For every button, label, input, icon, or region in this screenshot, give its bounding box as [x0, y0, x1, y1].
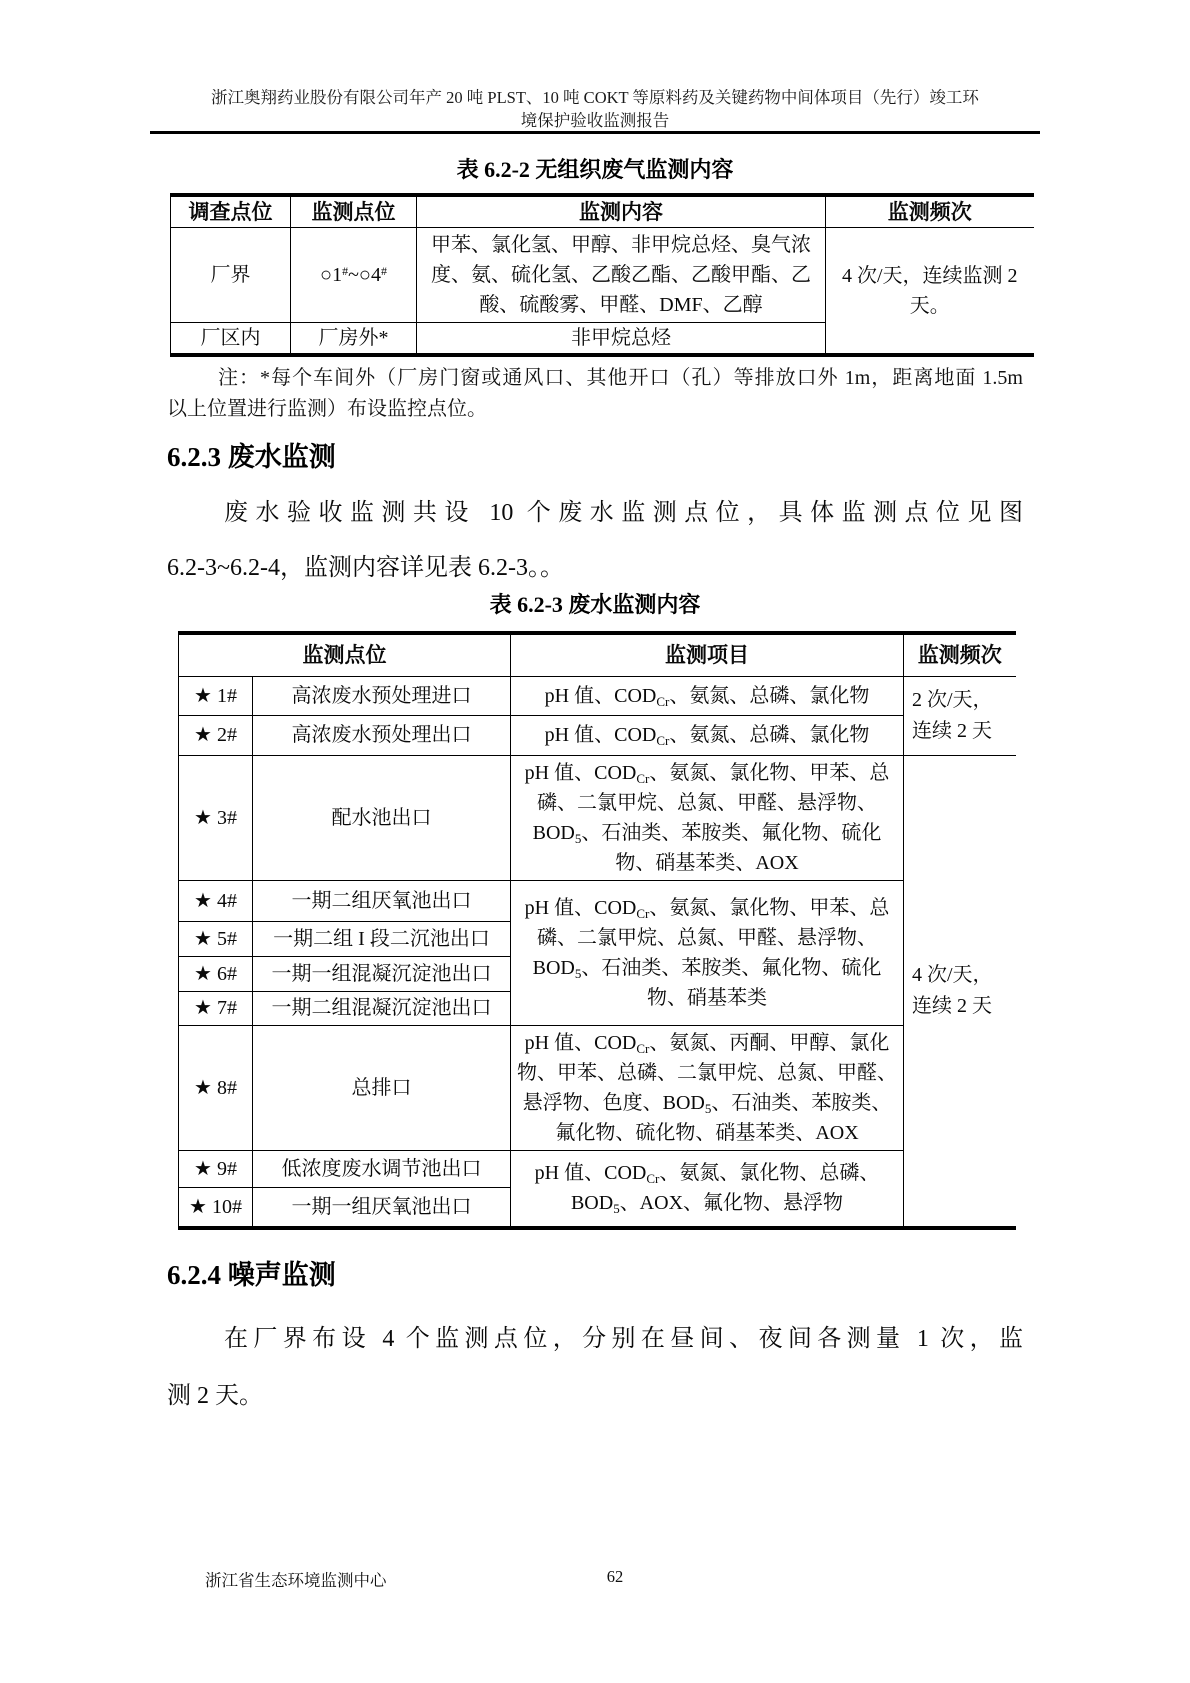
- col-header-monitor-point: 监测点位: [291, 195, 417, 228]
- frequency-cell: 2 次/天，连续 2 天: [904, 676, 1016, 755]
- table-row: [179, 1150, 1016, 1187]
- monitor-point-cell: 厂房外*: [291, 323, 417, 356]
- table-note-line1: 注：*每个车间外（厂房门窗或通风口、其他开口（孔）等排放口外 1m，距离地面 1.5m: [218, 367, 1023, 389]
- page-header-line2: 境保护验收监测报告: [520, 111, 670, 130]
- point-name-cell: 一期一组混凝沉淀池出口: [253, 956, 511, 991]
- wastewater-paragraph-line2: 6.2-3~6.2-4，监测内容详见表 6.2-3。。: [167, 555, 564, 581]
- footer-organization: 浙江省生态环境监测中心: [205, 1571, 387, 1590]
- monitor-items-cell: pH 值、$COD_{Cr}$、氨氮、总磷、氯化物: [511, 715, 904, 755]
- monitor-point-cell: ○1#~○4#: [291, 228, 417, 323]
- point-id-cell: ★ 6#: [179, 956, 253, 991]
- point-name-cell: 总排口: [253, 1025, 511, 1150]
- point-id-cell: ★ 7#: [179, 991, 253, 1025]
- col-header-frequency: 监测频次: [904, 633, 1016, 676]
- table-row: [179, 755, 1016, 880]
- survey-point-cell: 厂界: [171, 228, 291, 323]
- section-heading-noise: 6.2.4 噪声监测: [167, 1260, 336, 1290]
- gas-table-header-row: [171, 195, 1034, 228]
- monitor-items-cell: pH 值、$COD_{Cr}$、氨氮、氯化物、甲苯、总磷、二氯甲烷、总氮、甲醛、悬浮物、$BOD_5$、石油类、苯胺类、氟化物、硫化物、硝基苯类、AOX: [511, 755, 904, 880]
- gas-monitoring-table: [170, 193, 1034, 357]
- col-header-monitor-items: 监测项目: [511, 633, 904, 676]
- point-id-cell: ★ 5#: [179, 921, 253, 956]
- table-note-line2: 以上位置进行监测）布设监控点位。: [167, 398, 487, 420]
- footer-page-number: 62: [606, 1567, 624, 1586]
- noise-paragraph-line1: 在厂界布设 4 个监测点位，分别在昼间、夜间各测量 1 次，监: [224, 1326, 1023, 1352]
- point-id-cell: ★ 10#: [179, 1187, 253, 1228]
- point-name-cell: 一期二组混凝沉淀池出口: [253, 991, 511, 1025]
- col-header-frequency: 监测频次: [826, 195, 1034, 228]
- point-id-cell: ★ 4#: [179, 880, 253, 921]
- section-heading-wastewater: 6.2.3 废水监测: [167, 442, 336, 472]
- point-id-cell: ★ 2#: [179, 715, 253, 755]
- monitor-items-cell: pH 值、$COD_{Cr}$、氨氮、氯化物、总磷、$BOD_5$、AOX、氟化物、悬浮物: [511, 1150, 904, 1228]
- gas-table-title: 表 6.2-2 无组织废气监测内容: [456, 157, 734, 182]
- point-name-cell: 一期二组厌氧池出口: [253, 880, 511, 921]
- monitor-items-cell: pH 值、$COD_{Cr}$、氨氮、丙酮、甲醇、氯化物、甲苯、总磷、二氯甲烷、总氮、甲醛、悬浮物、色度、$BOD_5$、石油类、苯胺类、氟化物、硫化物、硝基苯类、AOX: [511, 1025, 904, 1150]
- monitor-items-cell: pH 值、$COD_{Cr}$、氨氮、氯化物、甲苯、总磷、二氯甲烷、总氮、甲醛、悬浮物、$BOD_5$、石油类、苯胺类、氟化物、硫化物、硝基苯类: [511, 880, 904, 1025]
- point-id-cell: ★ 1#: [179, 676, 253, 715]
- point-name-cell: 高浓废水预处理出口: [253, 715, 511, 755]
- page-header-line1: 浙江奥翔药业股份有限公司年产 20 吨 PLST、10 吨 COKT 等原料药及关键药物中间体项目（先行）竣工环: [211, 88, 979, 107]
- point-name-cell: 低浓度废水调节池出口: [253, 1150, 511, 1187]
- point-name-cell: 一期二组 I 段二沉池出口: [253, 921, 511, 956]
- survey-point-cell: 厂区内: [171, 323, 291, 356]
- monitor-content-cell: 甲苯、氯化氢、甲醇、非甲烷总烃、臭气浓度、氨、硫化氢、乙酸乙酯、乙酸甲酯、乙酸、硫酸雾、甲醛、DMF、乙醇: [417, 228, 826, 323]
- frequency-cell: 4 次/天，连续 2 天: [904, 755, 1016, 1228]
- point-id-cell: ★ 9#: [179, 1150, 253, 1187]
- noise-paragraph-line2: 测 2 天。: [167, 1383, 263, 1409]
- point-id-cell: ★ 3#: [179, 755, 253, 880]
- table-row: [179, 715, 1016, 755]
- table-row: [179, 880, 1016, 921]
- wastewater-monitoring-table: [178, 631, 1016, 1230]
- page-header: [150, 86, 1040, 132]
- water-table-title: 表 6.2-3 废水监测内容: [489, 592, 701, 617]
- frequency-cell: 4 次/天，连续监测 2 天。: [826, 228, 1034, 356]
- table-row: [179, 676, 1016, 715]
- point-name-cell: 高浓废水预处理进口: [253, 676, 511, 715]
- point-id-cell: ★ 8#: [179, 1025, 253, 1150]
- point-name-cell: 配水池出口: [253, 755, 511, 880]
- water-table-header-row: [179, 633, 1016, 676]
- table-row: [179, 1025, 1016, 1150]
- col-header-survey-point: 调查点位: [171, 195, 291, 228]
- monitor-content-cell: 非甲烷总烃: [417, 323, 826, 356]
- wastewater-paragraph-line1: 废水验收监测共设 10 个废水监测点位，具体监测点位见图: [224, 500, 1023, 526]
- col-header-monitor-point: 监测点位: [179, 633, 511, 676]
- gas-table-row-boundary: [171, 228, 1034, 323]
- col-header-monitor-content: 监测内容: [417, 195, 826, 228]
- header-divider-rule: [150, 131, 1040, 134]
- point-name-cell: 一期一组厌氧池出口: [253, 1187, 511, 1228]
- monitor-items-cell: pH 值、$COD_{Cr}$、氨氮、总磷、氯化物: [511, 676, 904, 715]
